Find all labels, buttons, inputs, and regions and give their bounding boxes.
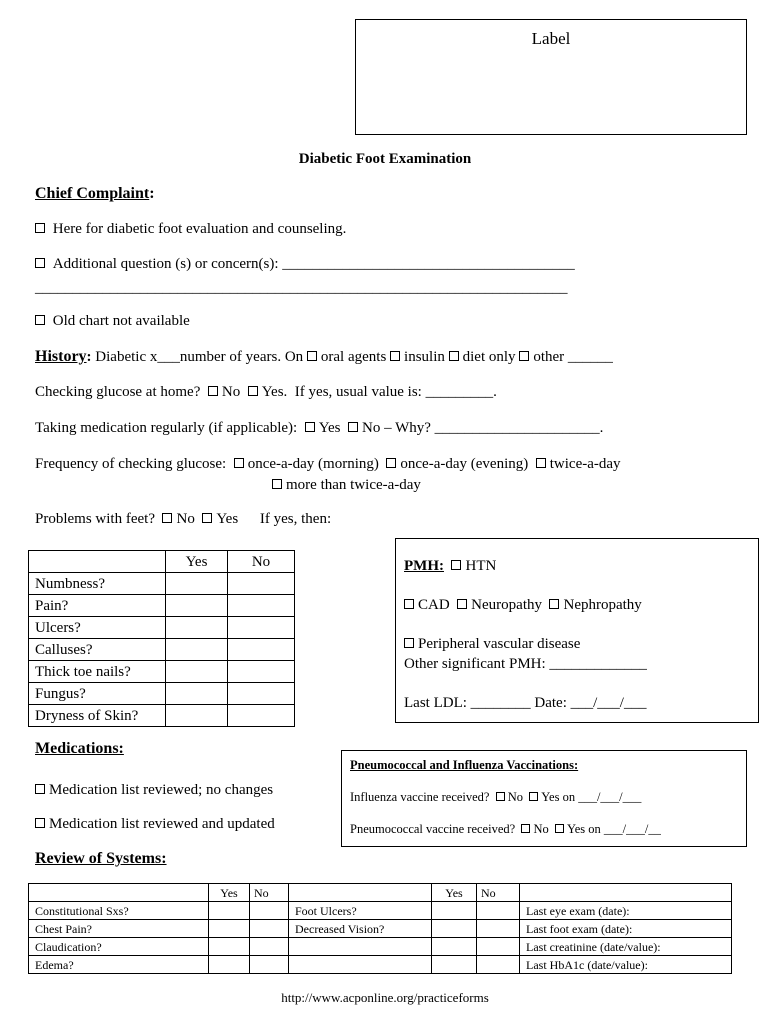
checkbox-other[interactable] — [519, 351, 529, 361]
checkbox-freq-morning[interactable] — [234, 458, 244, 468]
checkbox[interactable] — [35, 223, 45, 233]
pmh-box — [395, 538, 759, 723]
ros-table: Yes No Yes No Constitutional Sxs? Foot Ulcers? Last eye exam (date): Chest Pain? Decreased Vision? Last foot exam (date): Claudication? Last creatinine (date/value): Edema? Last HbA1c (date/value): — [28, 883, 732, 974]
chief-option-evaluation[interactable]: Here for diabetic foot evaluation and counseling. — [35, 221, 346, 238]
table-row: Numbness? — [29, 573, 295, 595]
chief-option-old-chart[interactable]: Old chart not available — [35, 313, 190, 330]
checkbox-yes[interactable] — [555, 824, 564, 833]
checkbox[interactable] — [35, 315, 45, 325]
checkbox-yes[interactable] — [202, 513, 212, 523]
history-heading: History — [35, 348, 87, 365]
checkbox-neuropathy[interactable] — [457, 599, 467, 609]
page-title: Diabetic Foot Examination — [298, 151, 472, 167]
checkbox-no[interactable] — [208, 386, 218, 396]
checkbox-freq-more[interactable] — [272, 479, 282, 489]
influenza-line: Influenza vaccine received? No Yes on ___/___/___ — [350, 790, 642, 804]
pneumococcal-line: Pneumococcal vaccine received? No Yes on ___/___/__ — [350, 822, 661, 836]
checkbox-no[interactable] — [348, 422, 358, 432]
table-row: Fungus? — [29, 683, 295, 705]
checkbox-yes[interactable] — [305, 422, 315, 432]
checkbox-htn[interactable] — [451, 560, 461, 570]
checkbox-no[interactable] — [496, 792, 505, 801]
checkbox-nephropathy[interactable] — [549, 599, 559, 609]
pmh-line-2: CAD Neuropathy Nephropathy — [404, 597, 642, 614]
table-row: Thick toe nails? — [29, 661, 295, 683]
table-row: Dryness of Skin? — [29, 705, 295, 727]
column-header-no: No — [228, 551, 295, 573]
pmh-line-1: PMH: HTN — [404, 558, 497, 574]
checkbox-pvd[interactable] — [404, 638, 414, 648]
checkbox-oral-agents[interactable] — [307, 351, 317, 361]
checkbox-no[interactable] — [162, 513, 172, 523]
vaccination-heading: Pneumococcal and Influenza Vaccinations: — [350, 758, 579, 772]
checkbox-yes[interactable] — [248, 386, 258, 396]
table-row: Ulcers? — [29, 617, 295, 639]
label-box — [355, 19, 747, 135]
medication-option-updated[interactable]: Medication list reviewed and updated — [35, 816, 275, 833]
pmh-line-3: Peripheral vascular disease — [404, 636, 580, 653]
history-line: History: Diabetic x___number of years. On oral agents insulin diet only other ______ — [35, 348, 613, 365]
checkbox-yes[interactable] — [529, 792, 538, 801]
table-row: Constitutional Sxs? Foot Ulcers? Last eye exam (date): — [29, 902, 732, 920]
table-row: Claudication? Last creatinine (date/value): — [29, 938, 732, 956]
pmh-other: Other significant PMH: _____________ — [404, 656, 647, 672]
chief-additional-line: _______________________________________________________________________ — [35, 280, 568, 296]
checkbox-cad[interactable] — [404, 599, 414, 609]
medication-option-no-changes[interactable]: Medication list reviewed; no changes — [35, 782, 273, 799]
glucose-home-line: Checking glucose at home? No Yes. If yes, usual value is: _________. — [35, 384, 497, 400]
pmh-ldl: Last LDL: ________ Date: ___/___/___ — [404, 695, 647, 711]
chief-option-additional[interactable]: Additional question (s) or concern(s): _______________________________________ — [35, 256, 575, 273]
checkbox-freq-twice[interactable] — [536, 458, 546, 468]
table-row: Calluses? — [29, 639, 295, 661]
pmh-heading: PMH: — [404, 558, 444, 574]
ros-heading: Review of Systems: — [35, 850, 167, 867]
checkbox[interactable] — [35, 258, 45, 268]
column-header-yes: Yes — [166, 551, 228, 573]
checkbox-insulin[interactable] — [390, 351, 400, 361]
vaccination-box — [341, 750, 747, 847]
table-row: Edema? Last HbA1c (date/value): — [29, 956, 732, 974]
checkbox[interactable] — [35, 818, 45, 828]
medication-regular-line: Taking medication regularly (if applicable): Yes No – Why? ______________________. — [35, 420, 604, 436]
checkbox-freq-evening[interactable] — [386, 458, 396, 468]
frequency-line: Frequency of checking glucose: once-a-day (morning) once-a-day (evening) twice-a-day — [35, 456, 621, 472]
label-text: Label — [531, 29, 571, 48]
checkbox-no[interactable] — [521, 824, 530, 833]
table-row: Pain? — [29, 595, 295, 617]
table-row: Chest Pain? Decreased Vision? Last foot exam (date): — [29, 920, 732, 938]
footer-url[interactable]: http://www.acponline.org/practiceforms — [281, 990, 489, 1005]
symptoms-table — [28, 550, 295, 727]
checkbox[interactable] — [35, 784, 45, 794]
chief-complaint-heading: Chief Complaint: — [35, 185, 155, 202]
feet-problem-line: Problems with feet? No Yes If yes, then: — [35, 511, 332, 527]
medications-heading: Medications: — [35, 740, 124, 757]
checkbox-diet-only[interactable] — [449, 351, 459, 361]
frequency-line-2: more than twice-a-day — [272, 477, 421, 494]
